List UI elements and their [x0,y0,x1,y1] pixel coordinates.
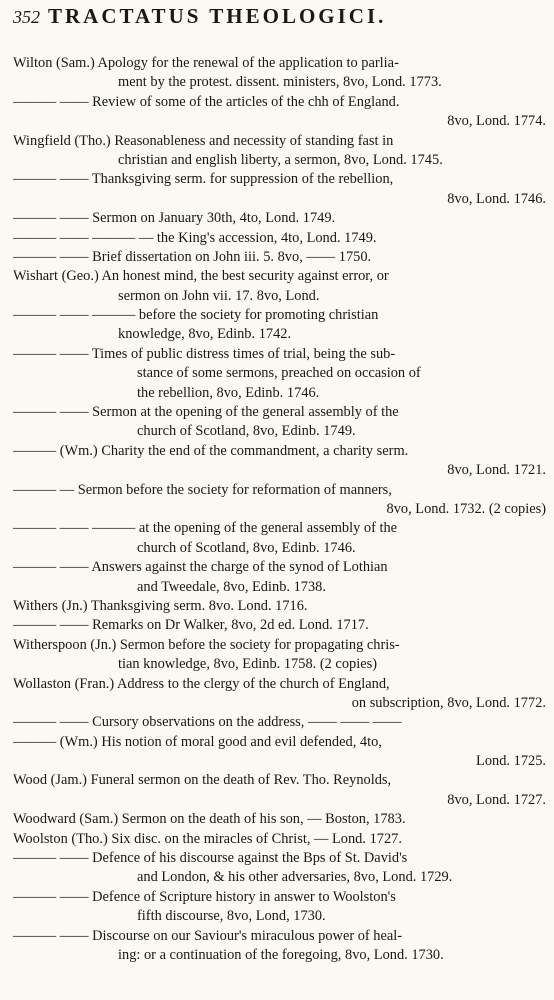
catalog-line: Wood (Jam.) Funeral sermon on the death of Rev. Tho. Reynolds, [13,772,392,789]
catalog-line: ——— —— ——— — the King's accession, 4to, Lond. 1749. [13,229,377,246]
catalog-line: ——— —— Review of some of the articles of the chh of England. [13,93,400,110]
catalog-line: Lond. 1725. [476,753,546,770]
catalog-line: ——— —— Brief dissertation on John iii. 5. 8vo, —— 1750. [13,248,372,265]
catalog-line: Withers (Jn.) Thanksgiving serm. 8vo. Lond. 1716. [13,597,308,614]
catalog-line: knowledge, 8vo, Edinb. 1742. [118,326,292,343]
catalog-line: Witherspoon (Jn.) Sermon before the society for propagating chris- [13,636,400,653]
catalog-line: ing: or a continuation of the foregoing, 8vo, Lond. 1730. [118,946,444,963]
catalog-line: ——— —— Sermon on January 30th, 4to, Lond. 1749. [13,210,336,227]
catalog-line: Wishart (Geo.) An honest mind, the best security against error, or [13,268,389,285]
catalog-line: church of Scotland, 8vo, Edinb. 1746. [137,539,356,556]
catalog-line: tian knowledge, 8vo, Edinb. 1758. (2 copies) [118,656,377,673]
catalog-line: Wollaston (Fran.) Address to the clergy of the church of England, [13,675,390,692]
catalog-line: Wilton (Sam.) Apology for the renewal of the application to parlia- [13,55,399,71]
catalog-line: church of Scotland, 8vo, Edinb. 1749. [137,423,356,440]
catalog-line: ——— —— Thanksgiving serm. for suppression of the rebellion, [13,171,394,188]
catalog-line: ——— —— ——— at the opening of the general assembly of the [13,520,398,537]
page-header [13,4,546,54]
catalog-line: ——— —— Sermon at the opening of the general assembly of the [13,404,399,421]
catalog-line: on subscription, 8vo, Lond. 1772. [351,694,546,711]
catalog-line: Woodward (Sam.) Sermon on the death of his son, — Boston, 1783. [13,811,406,828]
catalog-entries [13,54,546,965]
catalog-line: ——— —— Defence of his discourse against the Bps of St. David's [13,850,408,867]
catalog-line: and London, & his other adversaries, 8vo, Lond. 1729. [137,869,453,886]
catalog-line: ——— —— Cursory observations on the address, —— —— —— [13,714,402,731]
catalog-line: the rebellion, 8vo, Edinb. 1746. [137,384,320,401]
running-title: TRACTATUS THEOLOGICI. [48,4,387,28]
catalog-line: 8vo, Lond. 1721. [447,462,546,479]
catalog-line: Wingfield (Tho.) Reasonableness and necessity of standing fast in [13,132,394,149]
catalog-line: ——— (Wm.) His notion of moral good and evil defended, 4to, [13,733,382,750]
catalog-line: ment by the protest. dissent. ministers, 8vo, Lond. 1773. [118,74,442,91]
catalog-line: ——— —— Answers against the charge of the synod of Lothian [13,559,388,576]
catalog-line: ——— —— Discourse on our Saviour's miraculous power of heal- [13,927,403,944]
catalog-line: 8vo, Lond. 1732. (2 copies) [386,500,546,517]
catalog-line: and Tweedale, 8vo, Edinb. 1738. [137,578,326,595]
catalog-line: Woolston (Tho.) Six disc. on the miracles of Christ, — Lond. 1727. [13,830,402,847]
catalog-line: ——— (Wm.) Charity the end of the commandment, a charity serm. [13,442,409,459]
page-number: 352 [13,7,40,27]
catalog-line: ——— — Sermon before the society for reformation of manners, [13,481,392,498]
catalog-line: christian and english liberty, a sermon, 8vo, Lond. 1745. [118,151,443,168]
catalog-line: 8vo, Lond. 1746. [447,190,546,207]
catalog-line: ——— —— Times of public distress times of trial, being the sub- [13,345,396,362]
catalog-line: ——— —— ——— before the society for promoting christian [13,307,379,324]
catalog-line: sermon on John vii. 17. 8vo, Lond. [118,287,320,304]
catalog-line: 8vo, Lond. 1774. [447,113,546,130]
catalog-line: 8vo, Lond. 1727. [447,791,546,808]
catalog-line: ——— —— Remarks on Dr Walker, 8vo, 2d ed. Lond. 1717. [13,617,369,634]
catalog-line: fifth discourse, 8vo, Lond, 1730. [137,908,326,925]
catalog-line: ——— —— Defence of Scripture history in answer to Woolston's [13,888,396,905]
catalog-line: stance of some sermons, preached on occasion of [137,365,421,382]
